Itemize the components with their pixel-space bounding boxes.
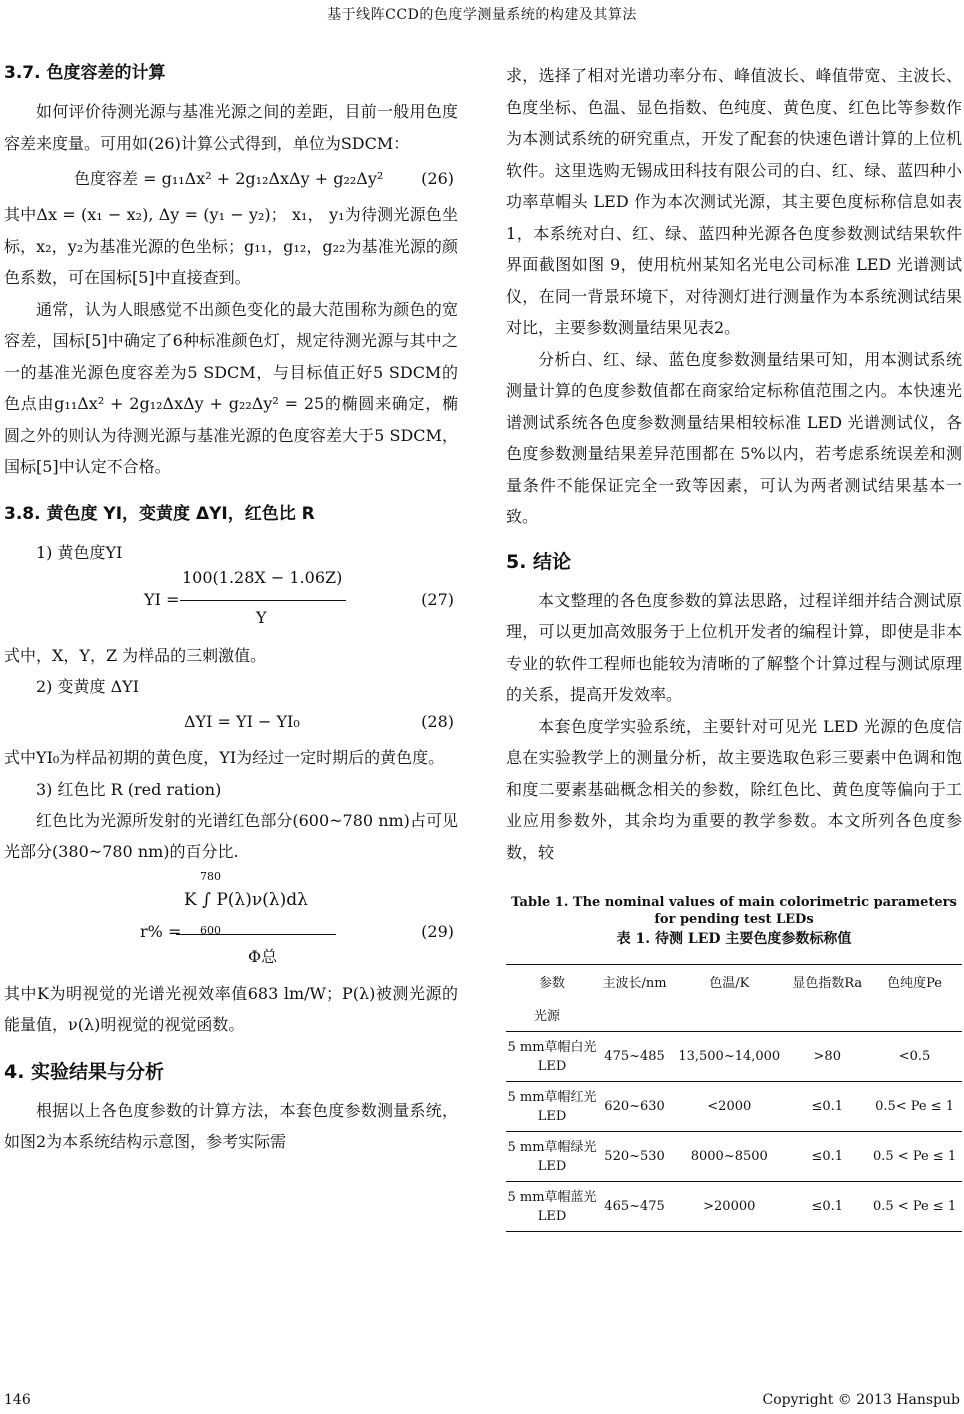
table-cell: 465~475 [598,1182,671,1232]
table-cell: 8000~8500 [671,1132,787,1182]
formula-26 [4,159,458,199]
formula-number: (28) [421,712,454,731]
integral-upper-limit: 780 [200,869,221,883]
list-item: 3) 红色比 R (red ration) [36,779,222,799]
list-item: 2) 变黄度 ΔYI [36,677,140,696]
table-header-cell: 色纯度Pe [867,965,962,1002]
table-cell: 5 mm草帽红光LED [506,1082,598,1132]
table-cell: <0.5 [867,1032,962,1082]
table-row [506,1082,962,1132]
formula-denominator: Y [256,607,267,627]
table-cell: ≤0.1 [787,1082,867,1132]
table-header-cell: 显色指数Ra [787,965,867,1002]
formula-numerator: K ∫ P(λ)ν(λ)dλ [184,889,308,910]
formula-lhs: r% = [140,921,182,941]
table-cell: <2000 [671,1082,787,1132]
table-header-cell: 参数 [506,965,598,1002]
table-cell: >80 [787,1032,867,1082]
table-header-cell: 色温/K [671,965,787,1002]
formula-28 [4,702,458,742]
fraction-bar [180,600,346,601]
paragraph: 如何评价待测光源与基准光源之间的差距，目前一般用色度容差来度量。可用如(26)计算公式得到，单位为SDCM： [4,102,458,153]
formula-denominator: Φ总 [248,946,278,966]
formula-number: (29) [421,921,454,941]
table-cell: ≤0.1 [787,1132,867,1182]
copyright-notice: Copyright © 2013 Hanspub [762,1392,960,1408]
left-column [4,52,458,1158]
table-cell: ≤0.1 [787,1182,867,1232]
paragraph: 式中，X，Y，Z 为样品的三刺激值。 [4,645,267,665]
table-caption-en: Table 1. The nominal values of main colorimetric parameters for pending test LEDs [511,895,957,927]
table-subheader-cell: 光源 [534,1008,561,1024]
formula-expression: ΔYI = YI − YI₀ [184,712,300,731]
paragraph: 红色比为光源所发射的光谱红色部分(600~780 nm)占可见光部分(380~780 nm)的百分比. [4,810,458,861]
fraction-bar [176,934,336,935]
table-caption-cn: 表 1. 待测 LED 主要色度参数标称值 [616,931,852,947]
table-row [506,1032,962,1082]
paragraph: 本套色度学实验系统，主要针对可见光 LED 光源的色度信息在实验教学上的测量分析，故主要选取色彩三要素中色调和饱和度二要素基础概念相关的参数，除红色比、黄色度等偏向于工业应用参数外，其余均为重要的教学参数。本文所列各色度参数，较 [506,716,962,862]
section-5-heading: 5. 结论 [506,550,572,573]
integral-lower-limit: 600 [200,923,221,937]
table-cell: 5 mm草帽白光LED [506,1032,598,1082]
formula-lhs: YI = [144,589,180,609]
table-cell: 475~485 [598,1032,671,1082]
right-column [506,60,962,1232]
running-header: 基于线阵CCD的色度学测量系统的构建及其算法 [327,7,637,23]
table-cell: 520~530 [598,1132,671,1182]
formula-number: (26) [421,169,454,188]
formula-27 [4,568,458,640]
paragraph: 通常，认为人眼感觉不出颜色变化的最大范围称为颜色的宽容差，国标[5]中确定了6种标准颜色灯，规定待测光源与其中之一的基准光源色度容差为5 SDCM，与目标值正好5 SDCM的色点由g₁₁Δx² + 2g₁₂ΔxΔy + g₂₂Δy² = 25的椭圆来确定，椭圆之外的则认为待测光源与基准光源的色度容差大于5 SDCM，国标[5]中认定不合格。 [4,299,458,476]
table-header-row [506,965,962,1002]
table-cell: 5 mm草帽蓝光LED [506,1182,598,1232]
table-cell: 13,500~14,000 [671,1032,787,1082]
formula-numerator: 100(1.28X − 1.06Z) [182,567,343,587]
paragraph: 本文整理的各色度参数的算法思路，过程详细并结合测试原理，可以更加高效服务于上位机开发者的编程计算，即使是非本专业的软件工程师也能较为清晰的了解整个计算过程与测试原理的关系，提高开发效率。 [506,590,962,704]
formula-29 [4,868,458,978]
table-cell: 0.5< Pe ≤ 1 [867,1082,962,1132]
table-cell: 0.5 < Pe ≤ 1 [867,1132,962,1182]
table-cell: >20000 [671,1182,787,1232]
section-4-heading: 4. 实验结果与分析 [4,1060,165,1083]
table-cell: 5 mm草帽绿光LED [506,1132,598,1182]
paragraph: 求，选择了相对光谱功率分布、峰值波长、峰值带宽、主波长、色度坐标、色温、显色指数、色纯度、黄色度、红色比等参数作为本测试系统的研究重点，开发了配套的快速色谱计算的上位机软件。这里选购无锡成田科技有限公司的白、红、绿、蓝四种小功率草帽头 LED 作为本次测试光源，其主要色度标称信息如表 1，本系统对白、红、绿、蓝四种光源各色度参数测试结果软件界面截图如图 9，使用杭州某知名光电公司标准 LED 光谱测试仪，在同一背景环境下，对待测灯进行测量作为本系统测试结果对比，主要参数测量结果见表2。 [506,66,962,337]
formula-number: (27) [421,589,454,609]
table-cell: 0.5 < Pe ≤ 1 [867,1182,962,1232]
nominal-values-table [506,964,962,1232]
paragraph: 分析白、红、绿、蓝色度参数测量结果可知，用本测试系统测量计算的色度参数值都在商家给定标称值范围之内。本快速光谱测试系统各色度参数测量结果相较标准 LED 光谱测试仪，各色度参数测量结果差异范围都在 5%以内，若考虑系统误差和测量条件不能保证完全一致等因素，可认为两者测试结果基本一致。 [506,349,962,526]
table-row [506,1132,962,1182]
list-item: 1) 黄色度YI [36,542,123,562]
table-subheader-row [506,1001,962,1032]
table-header-cell: 主波长/nm [598,965,671,1002]
paragraph: 其中Δx = (x₁ − x₂), Δy = (y₁ − y₂)； x₁， y₁为待测光源色坐标，x₂，y₂为基准光源的色坐标；g₁₁，g₁₂，g₂₂为基准光源的颜色系数，可在国标[5]中直接查到。 [4,205,458,287]
paragraph: 式中YI₀为样品初期的黄色度，YI为经过一定时期后的黄色度。 [4,748,445,767]
section-3-8-heading: 3.8. 黄色度 YI，变黄度 ΔYI，红色比 R [4,503,315,524]
formula-expression: 色度容差 = g₁₁Δx² + 2g₁₂ΔxΔy + g₂₂Δy² [74,169,384,188]
paragraph: 根据以上各色度参数的计算方法，本套色度参数测量系统，如图2为本系统结构示意图，参考实际需 [4,1100,458,1151]
section-3-7-heading: 3.7. 色度容差的计算 [4,63,166,83]
table-row [506,1182,962,1232]
table-cell: 620~630 [598,1082,671,1132]
paragraph: 其中K为明视觉的光谱光视效率值683 lm/W；P(λ)被测光源的能量值，ν(λ)明视觉的视觉函数。 [4,983,458,1034]
page-number: 146 [4,1392,31,1408]
